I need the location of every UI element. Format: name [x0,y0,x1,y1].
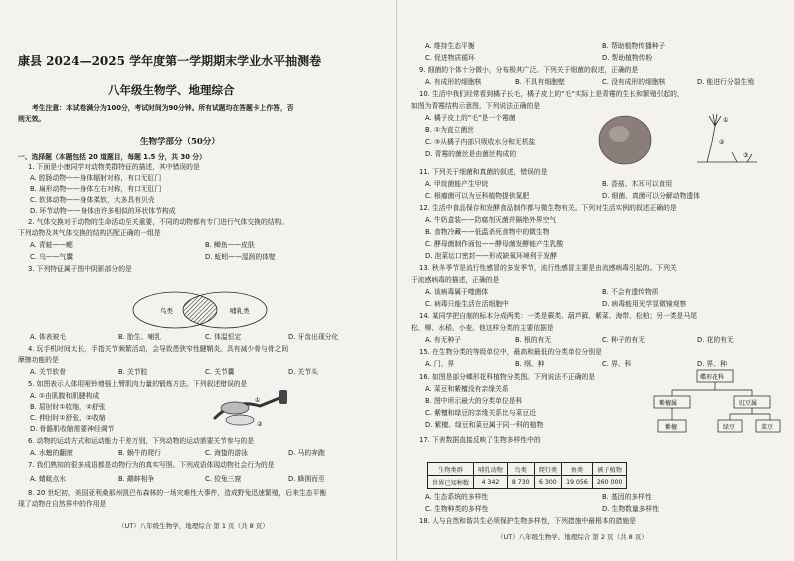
table-cell: 6 300 [534,476,562,489]
q14-option-d: D. 花的有无 [697,336,734,344]
q10-option-b: B. ①为直立菌丝 [425,126,475,134]
q7-option-d: D. 蜂拥而至 [288,475,325,483]
q10-option-d: D. 青霉的菌丝是由菌丝构成的 [425,150,517,158]
q6-option-a: A. 水螅的翻滚 [30,449,73,457]
q12-option-c: C. 酵母菌制作面包——酵母菌发酵能产生乳酸 [425,240,564,248]
question-11: 11. 下列关于细菌和真菌的叙述，错误的是 [419,168,548,176]
q1-option-a: A. 腔肠动物——身体辐射对称，有口无肛门 [30,174,162,182]
question-4: 4. 玩手机时间太长，手指关节频繁活动，会导致患狭窄性腱鞘炎。具有减少骨与骨之间 [28,345,289,353]
q15-option-c: C. 界、科 [602,360,632,368]
q16-option-b: B. 图中所示最大的分类单位是科 [425,397,523,405]
tree-mid-left: 紫檀属 [659,400,678,407]
question-16: 16. 如图是部分蝶形花科植物分类图。下列说法不正确的是 [419,373,596,381]
table-header-row [428,463,627,476]
question-13-cont: 于流感病毒的描述，正确的是 [411,276,500,284]
arm-muscle-figure [205,388,295,432]
exam-title: 康县 2024—2025 学年度第一学期期末学业水平抽测卷 [18,54,322,68]
table-header: 爬行类 [534,463,562,476]
q3-option-b: B. 胎生、哺乳 [118,333,161,341]
classification-tree [642,368,782,442]
q11-option-d: D. 细菌、真菌可以分解动物遗体 [602,192,700,200]
section-heading: 生物学部分（50分） [140,137,220,147]
q-section-header: 一、选择题（本题包括 20 道题目，每题 1.5 分，共 30 分） [18,153,206,161]
question-13: 13. 秋冬季节是流行性感冒的多发季节，流行性感冒主要是由流感病毒引起的。下列关 [419,264,677,272]
q4-option-b: B. 关节腔 [118,368,148,376]
table-header: 生物类群 [428,463,474,476]
q5-option-d: D. 骨骼肌收缩需要神经调节 [30,425,115,433]
penicillium-figure [597,112,767,168]
tree-leaf-1: 紫檀 [665,424,678,431]
q5-option-a: A. ①由肌腹和肌腱构成 [30,392,100,400]
q2-option-b: B. 鲫鱼——皮肤 [205,241,255,249]
question-4-cont: 摩擦功能的是 [18,356,59,364]
q3-option-c: C. 体温恒定 [205,333,242,341]
venn-label-mammals: 哺乳类 [230,307,250,315]
q15-option-d: D. 界、种 [697,360,727,368]
q11-option-a: A. 甲烷菌能产生甲烷 [425,180,489,188]
question-14: 14. 某同学把自制的标本分成两类：一类是蕨类、葫芦藓、紫菜、海带、松柏；另一类是马尾 [419,312,698,320]
q1-option-d: D. 环节动物——身体由许多相似的环状体节构成 [30,207,176,215]
q7-option-c: C. 狡兔三窟 [205,475,242,483]
q8-option-a: A. 维持生态平衡 [425,42,475,50]
q17-option-b: B. 基因的多样性 [602,493,652,501]
q2-option-a: A. 青蛙——鳃 [30,241,73,249]
table-cell: 4 342 [474,476,508,489]
mold-label-2: ② [719,139,725,146]
q8-option-d: D. 帮助植物传粉 [602,54,653,62]
q14-option-a: A. 有无种子 [425,336,462,344]
q3-option-d: D. 牙齿出现分化 [288,333,339,341]
question-9: 9. 细菌的个体十分微小，分布极其广泛。下列关于细菌的叙述，正确的是 [419,66,639,74]
question-6: 6. 动物的运动方式和运动能力千差万别，下列动物的运动需要关节参与的是 [28,437,255,445]
page-1-footer: （UT）八年级生物学、地理综合 第 1 页（共 8 页） [118,522,269,530]
question-8-cont: 现了动物在自然界中的作用是 [18,500,107,508]
question-17: 17. 下表数据直接反映了生物多样性中的 [419,436,541,444]
q9-option-b: B. 不具有细胞壁 [515,78,565,86]
q13-option-a: A. 该病毒属于噬菌体 [425,288,489,296]
q16-option-a: A. 菜豆和紫檀没有亲缘关系 [425,385,509,393]
q3-option-a: A. 体表被毛 [30,333,67,341]
table-header: 被子植物 [592,463,627,476]
q9-option-d: D. 能进行分裂生殖 [697,78,755,86]
q10-option-a: A. 橘子皮上的“毛”是一个霉菌 [425,114,516,122]
q17-option-a: A. 生态系统的多样性 [425,493,489,501]
q2-option-d: D. 蚯蚓——湿润的体壁 [205,253,276,261]
exam-note-line-2: 则无效。 [18,115,46,123]
table-header: 鱼类 [562,463,593,476]
question-7: 7. 我们熟知的很多成语都是动物行为的真实写照。下列成语体现动物社会行为的是 [28,461,275,469]
q13-option-d: D. 病毒能用光学显微镜观察 [602,300,687,308]
q4-option-a: A. 关节软骨 [30,368,67,376]
species-table [427,462,627,489]
exam-subtitle: 八年级生物学、地理综合 [108,83,235,97]
q9-option-c: C. 没有成形的细胞核 [602,78,666,86]
question-1: 1. 下面是小康同学对动物类群特征的描述，其中错误的是 [28,163,200,171]
question-10: 10. 生活中我们经常看到橘子长毛，橘子皮上的“毛”实际上是青霉的生长和繁殖引起的， [419,90,684,98]
table-cell: 19 056 [562,476,593,489]
q14-option-b: B. 根的有无 [515,336,552,344]
tree-leaf-2: 绿豆 [723,424,736,431]
arm-label-1: ① [255,397,261,404]
question-8: 8. 20 世纪初，美国亚利桑那州凯巴布森林的一场灾难性大事件，造成野兔迅速繁殖，后来生态平衡 [28,489,327,497]
q7-option-a: A. 蜻蜓点水 [30,475,67,483]
q8-option-b: B. 帮助植物传播种子 [602,42,666,50]
question-15: 15. 在生物分类的等级单位中，最高和最低的分类单位分别是 [419,348,602,356]
venn-label-birds: 鸟类 [160,307,173,315]
q2-option-c: C. 乌——气囊 [30,253,74,261]
table-row-label: 世界已知种数 [428,476,474,489]
question-3: 3. 下列特征属于图中阴影部分的是 [28,265,132,273]
exam-page-2 [397,0,794,561]
arm-label-2: ② [257,421,263,428]
q13-option-b: B. 不会有遗传物质 [602,288,659,296]
mold-label-3: ③ [743,152,749,159]
q12-option-a: A. 牛奶盒装——防腐剂灭菌并隔绝外界空气 [425,216,557,224]
mold-label-1: ① [723,117,729,124]
q6-option-c: C. 海蛰的游泳 [205,449,249,457]
q17-option-c: C. 生物种类的多样性 [425,505,489,513]
q5-option-b: B. 屈肘时①收缩，②舒张 [30,403,106,411]
table-cell: 260 000 [592,476,627,489]
q17-option-d: D. 生物数量多样性 [602,505,660,513]
table-header: 鸟类 [507,463,534,476]
table-row [428,476,627,489]
tree-leaf-3: 菜豆 [761,424,774,431]
q9-option-a: A. 有成形的细胞核 [425,78,482,86]
tree-root: 蝶形花科 [700,374,725,381]
tree-mid-right: 豇豆属 [739,400,758,407]
q12-option-b: B. 食物冷藏——低温杀死食物中的微生物 [425,228,550,236]
question-10-cont: 如图为青霉结构示意图，下列说法正确的是 [411,102,541,110]
q14-option-c: C. 种子的有无 [602,336,646,344]
q11-option-b: B. 香菇、木耳可以食用 [602,180,673,188]
venn-diagram [130,288,270,332]
question-2: 2. 气体交换对于动物的生命活动至关重要，不同的动物都有专门进行气体交换的结构。 [28,218,289,226]
question-12: 12. 生活中食品保存和发酵食品制作都与微生物有关。下列对生活实例的叙述正确的是 [419,204,677,212]
q6-option-b: B. 蜗牛的爬行 [118,449,161,457]
q1-option-c: C. 软体动物——身体柔软，大多具有贝壳 [30,196,155,204]
q11-option-c: C. 根瘤菌可以为豆科植物提供氮肥 [425,192,530,200]
q4-option-d: D. 关节头 [288,368,318,376]
question-18: 18. 人与自然和谐共生必须保护生物多样性，下列措施中最根本的措施是 [419,517,636,525]
q4-option-c: C. 关节囊 [205,368,235,376]
q13-option-c: C. 病毒只能生活在活细胞中 [425,300,509,308]
q1-option-b: B. 扁形动物——身体左右对称，有口无肛门 [30,185,162,193]
q7-option-b: B. 鹬蚌相争 [118,475,155,483]
table-cell: 8 730 [507,476,534,489]
q16-option-c: C. 紫檀和绿豆的亲缘关系比与菜豆近 [425,409,537,417]
question-14-cont: 松、柳、水稻、小麦。他这样分类的主要依据是 [411,324,554,332]
q5-option-c: C. 伸肘时①舒张，②收缩 [30,414,106,422]
q12-option-d: D. 泡菜坛口密封——形成缺氧环境利于发酵 [425,252,557,260]
q16-option-d: D. 紫檀、绿豆和菜豆属于同一科的植物 [425,421,544,429]
question-5: 5. 如图表示人体用哑铃增强上臂肌肉力量的锻炼方法。下列叙述错误的是 [28,380,248,388]
q8-option-c: C. 促进物质循环 [425,54,475,62]
q15-option-b: B. 纲、种 [515,360,545,368]
table-header: 哺乳动物 [474,463,508,476]
question-2-cont: 下列动物及其气体交换的结构匹配正确的一组是 [18,229,161,237]
q6-option-d: D. 马的奔跑 [288,449,325,457]
exam-note-line-1: 考生注意：本试卷满分为100分，考试时间为90分钟。所有试题均在答题卡上作答，否 [32,104,294,112]
page-2-footer: （UT）八年级生物学、地理综合 第 2 页（共 8 页） [497,533,648,541]
q15-option-a: A. 门、界 [425,360,455,368]
q10-option-c: C. ③从橘子内部只吸收水分和无机盐 [425,138,536,146]
